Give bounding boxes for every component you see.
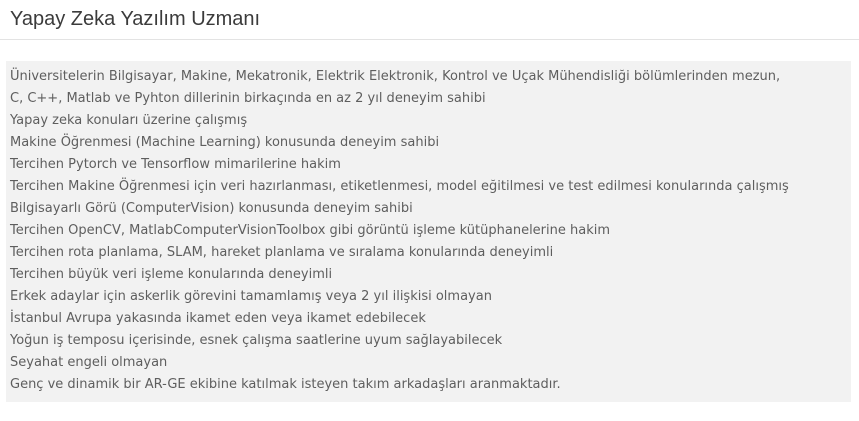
page-title: Yapay Zeka Yazılım Uzmanı: [10, 8, 261, 30]
requirement-item: Bilgisayarlı Görü (ComputerVision) konusunda deneyim sahibi: [10, 201, 413, 216]
requirement-item: Tercihen büyük veri işleme konularında deneyimli: [10, 267, 333, 282]
requirement-item: Tercihen Pytorch ve Tensorflow mimarilerine hakim: [10, 157, 341, 172]
requirement-item: Seyahat engeli olmayan: [10, 355, 168, 370]
requirement-item: Genç ve dinamik bir AR-GE ekibine katılmak isteyen takım arkadaşları aranmaktadır.: [10, 377, 561, 392]
requirement-item: İstanbul Avrupa yakasında ikamet eden veya ikamet edebilecek: [10, 311, 426, 326]
requirement-item: Üniversitelerin Bilgisayar, Makine, Mekatronik, Elektrik Elektronik, Kontrol ve Uçak Mühendisliği bölümlerinden mezun,: [10, 69, 781, 84]
requirement-item: Tercihen OpenCV, MatlabComputerVisionToolbox gibi görüntü işleme kütüphanelerine hakim: [10, 223, 611, 238]
requirement-item: Tercihen Makine Öğrenmesi için veri hazırlanması, etiketlenmesi, model eğitilmesi ve test edilmesi konularında çalışmış: [10, 179, 789, 194]
title-divider: [0, 39, 859, 40]
requirement-item: Tercihen rota planlama, SLAM, hareket planlama ve sıralama konularında deneyimli: [10, 245, 554, 260]
requirement-item: C, C++, Matlab ve Pyhton dillerinin birkaçında en az 2 yıl deneyim sahibi: [10, 91, 486, 106]
requirement-item: Makine Öğrenmesi (Machine Learning) konusunda deneyim sahibi: [10, 135, 440, 150]
requirement-item: Erkek adaylar için askerlik görevini tamamlamış veya 2 yıl ilişkisi olmayan: [10, 289, 492, 304]
requirements-panel: [6, 61, 851, 402]
requirement-item: Yoğun iş temposu içerisinde, esnek çalışma saatlerine uyum sağlayabilecek: [10, 333, 503, 348]
requirement-item: Yapay zeka konuları üzerine çalışmış: [10, 113, 248, 128]
